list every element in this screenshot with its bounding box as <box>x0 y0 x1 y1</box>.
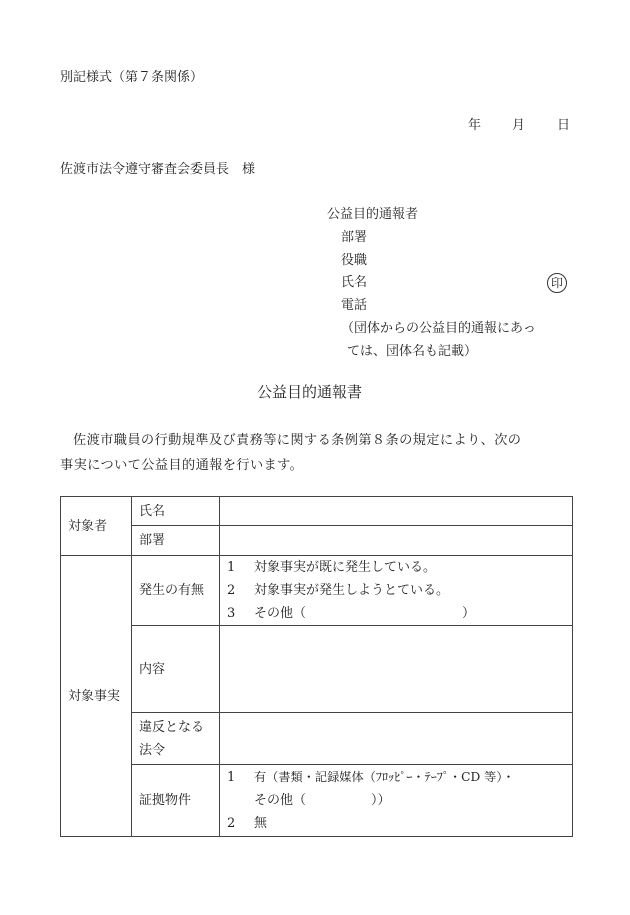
reporter-position-label: 役職 <box>341 253 368 268</box>
occurrence-option-1[interactable]: 1 対象事実が既に発生している。 <box>227 560 437 575</box>
date-day: 日 <box>557 118 571 133</box>
subject-name-label: 氏名 <box>132 497 220 526</box>
addressee: 佐渡市法令遵守審査会委員長 様 <box>60 162 256 177</box>
body-line-1: 佐渡市職員の行動規準及び責務等に関する条例第８条の規定により、次の <box>73 433 522 448</box>
occurrence-option-2[interactable]: 2 対象事実が発生しようとている。 <box>227 583 450 598</box>
violated-law-label-line1: 違反となる <box>139 719 205 735</box>
evidence-label: 証拠物件 <box>132 765 220 837</box>
reporter-department-label: 部署 <box>341 230 368 245</box>
date-month: 月 <box>512 118 526 133</box>
report-table <box>60 496 573 837</box>
document-title: 公益目的通報書 <box>257 383 363 401</box>
occurrence-option-3[interactable]: 3 その他（ ） <box>227 606 476 621</box>
violated-law-field[interactable] <box>220 713 573 765</box>
violated-law-label-line2: 法令 <box>139 742 166 758</box>
subject-name-field[interactable] <box>220 497 573 526</box>
subject-department-field[interactable] <box>220 526 573 556</box>
reporter-phone-label: 電話 <box>341 298 368 313</box>
reporter-name-label: 氏名 <box>341 275 368 290</box>
seal-mark: 印 <box>547 273 567 293</box>
body-line-2: 事実について公益目的通報を行います。 <box>60 458 304 473</box>
form-label: 別記様式（第７条関係） <box>60 70 204 85</box>
content-field[interactable] <box>220 626 573 713</box>
fact-label: 対象事実 <box>61 556 132 837</box>
reporter-note-line1: （団体からの公益目的通報にあっ <box>341 321 536 336</box>
evidence-options <box>220 765 573 837</box>
evidence-option-2[interactable]: 2 無 <box>227 816 268 831</box>
content-label: 内容 <box>132 626 220 713</box>
subject-department-label: 部署 <box>132 526 220 556</box>
evidence-option-1-cont: その他（ ）） <box>254 793 391 808</box>
violated-law-label <box>132 713 220 765</box>
reporter-note-line2: ては、団体名も記載） <box>347 344 478 359</box>
occurrence-label: 発生の有無 <box>132 556 220 626</box>
subject-label: 対象者 <box>61 497 132 556</box>
body-paragraph <box>60 428 575 478</box>
date-year: 年 <box>468 118 482 133</box>
reporter-title: 公益目的通報者 <box>327 207 419 222</box>
occurrence-options <box>220 556 573 626</box>
evidence-option-1[interactable]: 1 有（書類・記録媒体（ﾌﾛｯﾋﾟｰ・ﾃｰﾌﾟ・CD 等）・ <box>227 770 515 785</box>
